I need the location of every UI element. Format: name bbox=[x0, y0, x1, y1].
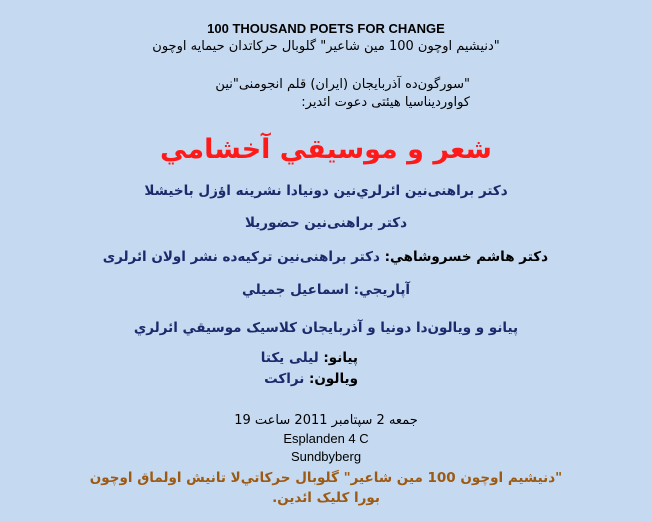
lineup-name: لیلی یکتا bbox=[260, 350, 319, 366]
flyer-subtitle: "دنیشیم اوچون 100 مین شاعیر" گلوبال حرکاتدان حیمایه اوچون bbox=[152, 39, 500, 54]
info-link-line-2[interactable]: بورا کلیک ائدین. bbox=[272, 490, 380, 506]
program-line-3 bbox=[0, 251, 548, 265]
program-line-2: دکتر براهنی‌نین حضوریلا bbox=[244, 215, 408, 231]
program-line-1: دکتر براهنی‌نین ائرلري‌نین دونیادا نشرینه اؤزل باخیشلا bbox=[144, 183, 508, 199]
event-address: Esplanden 4 C bbox=[283, 431, 369, 446]
host-label: آپاریجي: bbox=[353, 282, 411, 298]
event-city: Sundbyberg bbox=[290, 449, 362, 464]
event-headline: شعر و موسیقي آخشامي bbox=[160, 134, 492, 165]
organizer-line-1: "سورگون‌ده آذربایجان (ایران) قلم انجومنی"نین bbox=[215, 77, 470, 92]
lineup-name: نراکت bbox=[264, 371, 305, 387]
host-name: اسماعیل جمیلي bbox=[241, 282, 349, 298]
flyer-title: 100 THOUSAND POETS FOR CHANGE bbox=[207, 21, 445, 36]
lineup-label: ویالون: bbox=[309, 371, 358, 387]
speaker-label: دکتر هاشم خسروشاهي: bbox=[384, 249, 548, 265]
organizer-line-2: کواوردیناسیا هیئتی دعوت ائدیر: bbox=[301, 95, 470, 110]
info-link-line-1[interactable]: "دنیشیم اوچون 100 مین شاعیر" گلوبال حرکاتي‌لا تانیش اولماق اوچون bbox=[89, 470, 563, 486]
speaker-topic: دکتر براهنی‌نین ترکیه‌ده نشر اولان ائرلری bbox=[102, 249, 380, 265]
host-line bbox=[0, 284, 652, 298]
lineup-piano bbox=[0, 352, 358, 366]
lineup-violin bbox=[0, 373, 358, 387]
lineup-label: پیانو: bbox=[323, 350, 358, 366]
event-date: جمعه 2 سپتامبر 2011 ساعت 19 bbox=[234, 413, 418, 428]
program-line-5: پیانو و ویالون‌دا دونیا و آذربایجان کلاسیک موسیقي ائرلري bbox=[133, 320, 519, 336]
